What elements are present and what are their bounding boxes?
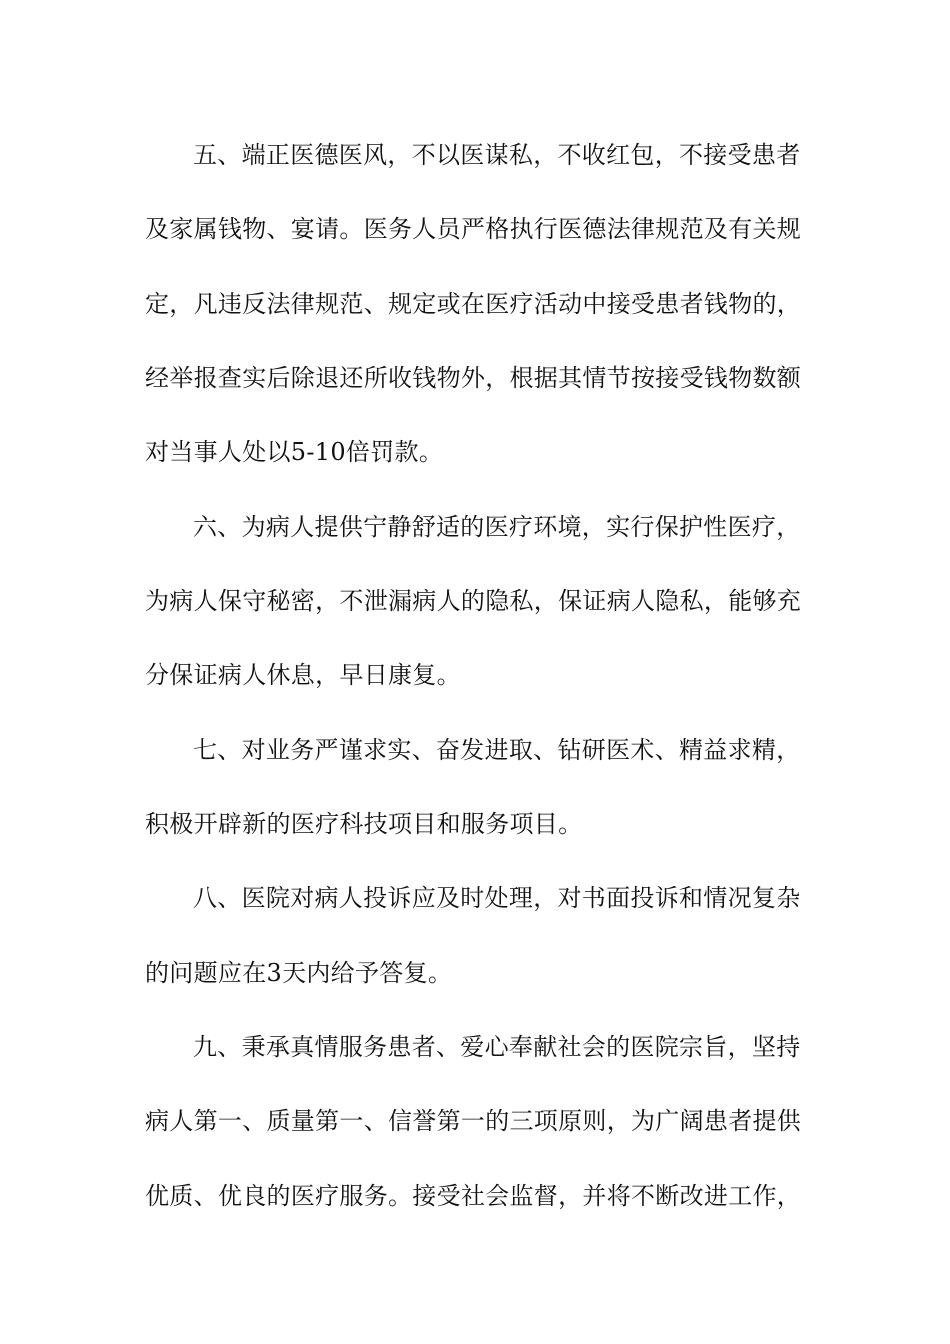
paragraph-5-line-2: 及家属钱物、宴请。医务人员严格执行医德法律规范及有关规 [145, 215, 802, 243]
paragraph-7-line-2: 积极开辟新的医疗科技项目和服务项目。 [145, 810, 583, 838]
paragraph-9-line-3: 优质、优良的医疗服务。接受社会监督，并将不断改进工作， [145, 1182, 802, 1210]
paragraph-6-line-3: 分保证病人休息，早日康复。 [145, 661, 461, 689]
paragraph-8-line-1: 八、医院对病人投诉应及时处理，对书面投诉和情况复杂 [193, 884, 801, 912]
paragraph-9-line-1: 九、秉承真情服务患者、爱心奉献社会的医院宗旨，坚持 [193, 1033, 801, 1061]
paragraph-5-line-3: 定，凡违反法律规范、规定或在医疗活动中接受患者钱物的， [145, 290, 802, 318]
paragraph-8-line-2: 的问题应在3天内给予答复。 [145, 959, 453, 987]
paragraph-5-line-1: 五、端正医德医风，不以医谋私，不收红包，不接受患者 [193, 141, 801, 169]
paragraph-9-line-2: 病人第一、质量第一、信誉第一的三项原则，为广阔患者提供 [145, 1107, 802, 1135]
paragraph-6-line-1: 六、为病人提供宁静舒适的医疗环境，实行保护性医疗， [193, 513, 801, 541]
paragraph-5-line-4: 经举报查实后除退还所收钱物外，根据其情节按接受钱物数额 [145, 364, 802, 392]
paragraph-5-line-5: 对当事人处以5-10倍罚款。 [145, 438, 444, 466]
paragraph-7-line-1: 七、对业务严谨求实、奋发进取、钻研医术、精益求精， [193, 736, 801, 764]
paragraph-6-line-2: 为病人保守秘密，不泄漏病人的隐私，保证病人隐私，能够充 [145, 587, 802, 615]
